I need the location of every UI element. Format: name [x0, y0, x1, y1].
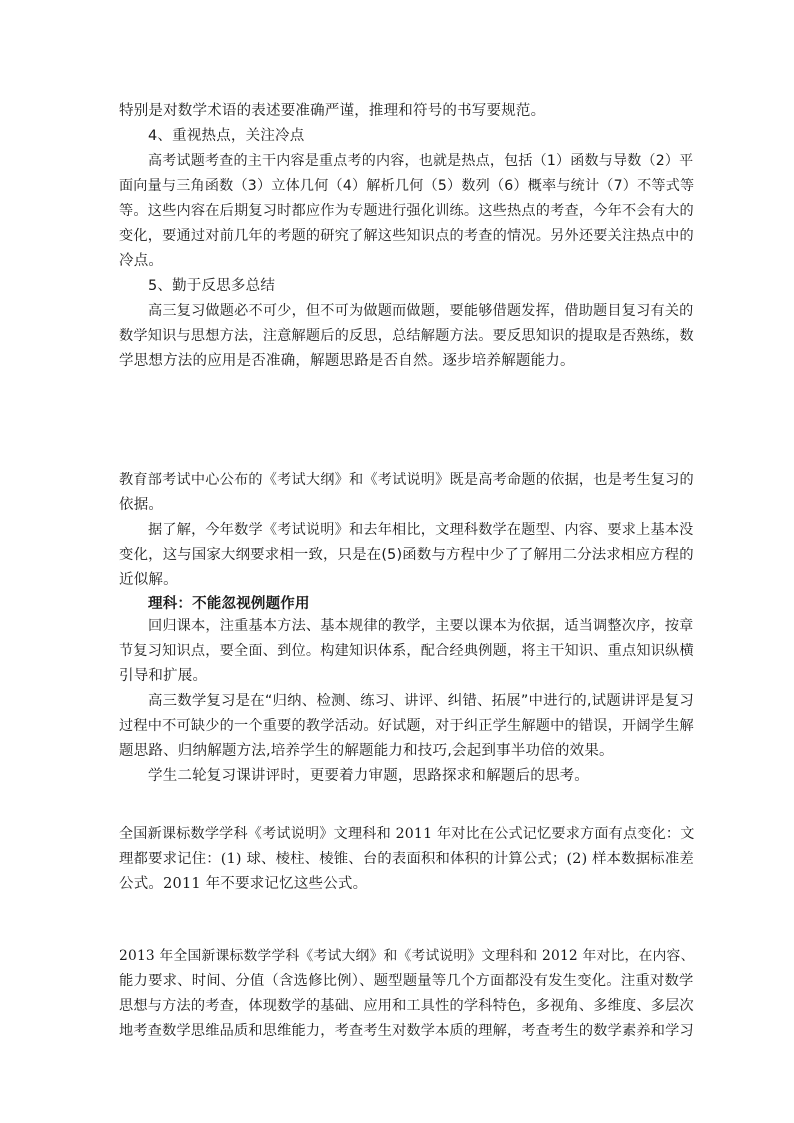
paragraph-line: 面向量与三角函数（3）立体几何（4）解析几何（5）数列（6）概率与统计（7）不等式等 [119, 178, 695, 194]
paragraph-line: 能力要求、时间、分值（含选修比例）、题型题量等几个方面都没有发生变化。注重对数学 [119, 973, 694, 989]
paragraph-line: 高考试题考查的主干内容是重点考的内容，也就是热点，包括（1）函数与导数（2）平 [148, 153, 694, 169]
paragraph-line: 等。这些内容在后期复习时都应作为专题进行强化训练。这些热点的考查，今年不会有大的 [119, 203, 694, 219]
paragraph-line: 数学知识与思想方法，注意解题后的反思，总结解题方法。要反思知识的提取是否熟练，数 [119, 328, 694, 344]
paragraph-line: 教育部考试中心公布的《考试大纲》和《考试说明》既是高考命题的依据，也是考生复习的 [119, 472, 694, 488]
paragraph-line: 特别是对数学术语的表述要准确严谨，推理和符号的书写要规范。 [119, 103, 546, 119]
paragraph-line: 依据。 [119, 497, 164, 513]
paragraph-line: 高三数学复习是在“归纳、检测、练习、讲评、纠错、拓展”中进行的,试题讲评是复习 [148, 693, 694, 709]
paragraph-line: 理都要求记住：(1) 球、棱柱、棱锥、台的表面积和体积的计算公式；(2) 样本数据标准差 [119, 851, 694, 867]
paragraph-line: 公式。2011 年不要求记忆这些公式。 [119, 876, 368, 892]
paragraph-line: 过程中不可缺少的一个重要的教学活动。好试题，对于纠正学生解题中的错误，开阔学生解 [119, 718, 694, 734]
paragraph-line: 思想与方法的考查，体现数学的基础、应用和工具性的学科特色，多视角、多维度、多层次 [119, 998, 694, 1014]
paragraph-line: 2013 年全国新课标数学学科《考试大纲》和《考试说明》文理科和 2012 年对比，在内容、 [119, 948, 695, 964]
paragraph-line: 节复习知识点，要全面、到位。构建知识体系，配合经典例题，将主干知识、重点知识纵横 [119, 643, 694, 659]
paragraph-line: 变化，要通过对前几年的考题的研究了解这些知识点的考查的情况。另外还要关注热点中的 [119, 228, 694, 244]
paragraph-line: 回归课本，注重基本方法、基本规律的教学，主要以课本为依据，适当调整次序，按章 [148, 618, 694, 634]
paragraph-line: 地考查数学思维品质和思维能力，考查考生对数学本质的理解，考查考生的数学素养和学习 [119, 1023, 694, 1039]
paragraph-line: 引导和扩展。 [119, 668, 208, 684]
paragraph-line: 全国新课标数学学科《考试说明》文理科和 2011 年对比在公式记忆要求方面有点变化：文 [119, 826, 695, 842]
paragraph-line: 据了解，今年数学《考试说明》和去年相比，文理科数学在题型、内容、要求上基本没 [148, 522, 694, 538]
paragraph-line: 冷点。 [119, 253, 164, 269]
subheading: 理科：不能忽视例题作用 [148, 596, 310, 612]
paragraph-line: 学生二轮复习课讲评时，更要着力审题，思路探求和解题后的思考。 [148, 768, 589, 784]
paragraph-line: 题思路、归纳解题方法,培养学生的解题能力和技巧,会起到事半功倍的效果。 [119, 743, 614, 759]
paragraph-line: 变化，这与国家大纲要求相一致，只是在(5)函数与方程中少了了解用二分法求相应方程的 [119, 547, 694, 563]
paragraph-line: 高三复习做题必不可少，但不可为做题而做题，要能够借题发挥，借助题目复习有关的 [148, 303, 694, 319]
paragraph-line: 近似解。 [119, 572, 178, 588]
section-heading: 4、重视热点，关注冷点 [148, 128, 305, 144]
paragraph-line: 学思想方法的应用是否准确，解题思路是否自然。逐步培养解题能力。 [119, 353, 575, 369]
section-heading: 5、勤于反思多总结 [148, 278, 276, 294]
